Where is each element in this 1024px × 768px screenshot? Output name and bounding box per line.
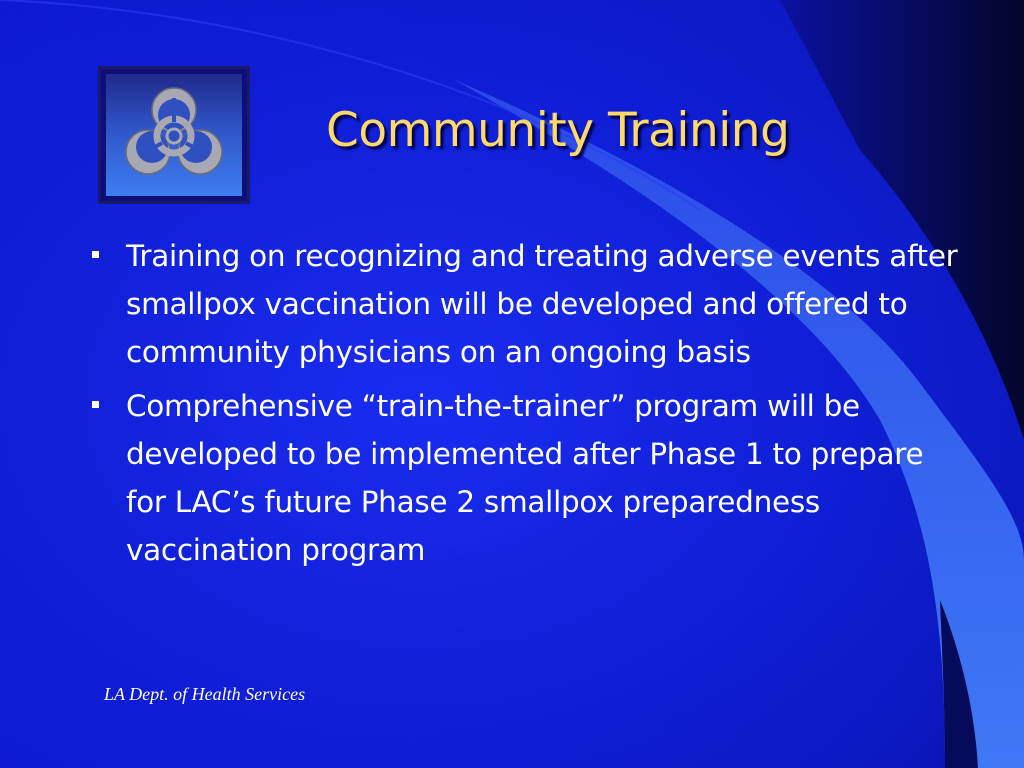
slide-title: Community Training	[326, 103, 790, 158]
logo-frame	[98, 66, 250, 204]
square-bullet-icon	[92, 251, 99, 258]
square-bullet-icon	[92, 401, 99, 408]
bullet-text: Comprehensive “train-the-trainer” program will be developed to be implemented after Phase 1 to prepare for LAC’s future Phase 2 smallpox preparedness vaccination program	[126, 389, 924, 567]
footer-text: LA Dept. of Health Services	[104, 684, 306, 704]
bullet-text: Training on recognizing and treating adverse events after smallpox vaccination will be developed and offered to community physicians on an ongoing basis	[126, 239, 958, 369]
bullet-item	[88, 232, 968, 376]
biohazard-icon	[106, 74, 242, 196]
bullet-item	[88, 382, 968, 574]
bullet-list	[88, 232, 968, 580]
